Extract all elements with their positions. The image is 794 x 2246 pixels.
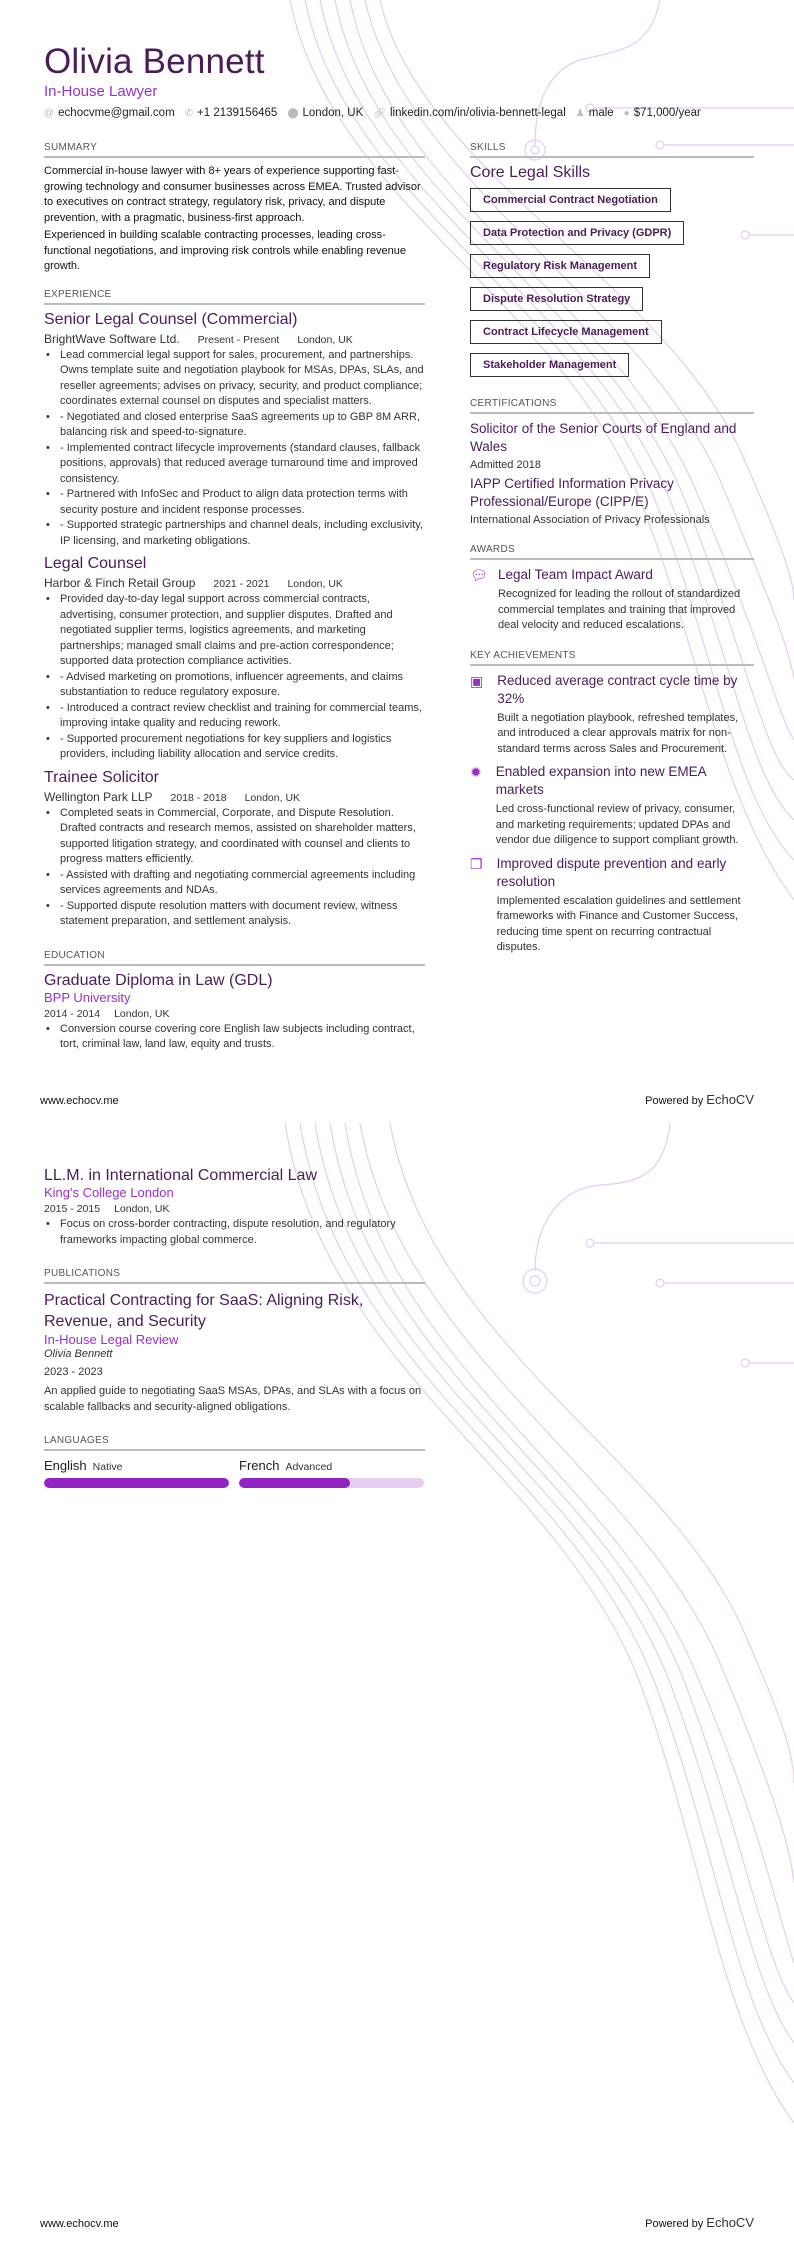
bullet: • - Negotiated and closed enterprise SaaS agreements up to GBP 8M ARR, balancing risk and speed-to-signature. <box>44 410 425 441</box>
achievement-desc: Built a negotiation playbook, refreshed templates, and introduced a clear approvals matrix for non-standard terms across Sales and Procurement. <box>497 711 739 755</box>
location: London, UK <box>244 791 301 804</box>
contact-gender: ♟ male <box>575 107 614 119</box>
section-heading-awards: AWARDS <box>470 544 754 560</box>
contact-bar <box>44 107 701 119</box>
company: Harbor & Finch Retail Group <box>44 576 196 590</box>
job-title: Senior Legal Counsel (Commercial) <box>44 310 298 328</box>
bullet: • - Introduced a contract review checklist and training for commercial teams, improving intake quality and reducing rework. <box>44 701 425 732</box>
skill-group-title: Core Legal Skills <box>470 164 591 181</box>
bullet: • - Supported dispute resolution matters with document review, witness statement preparation, and settlement analysis. <box>44 899 425 930</box>
dates: Present - Present <box>197 333 280 346</box>
award-title: Legal Team Impact Award <box>498 567 653 582</box>
section-heading-summary: SUMMARY <box>44 142 425 158</box>
dates: 2021 - 2021 <box>213 578 270 590</box>
location-icon: ⬤ <box>287 108 299 119</box>
contact-phone[interactable]: ✆ +1 2139156465 <box>184 107 278 119</box>
candidate-name: Olivia Bennett <box>44 42 265 81</box>
language-item <box>239 1457 424 1488</box>
dates: 2023 - 2023 <box>44 1365 103 1378</box>
section-heading-languages: LANGUAGES <box>44 1435 425 1451</box>
achievement-title: Enabled expansion into new EMEA markets <box>495 764 706 797</box>
job-entry <box>44 311 425 550</box>
certification-sub: International Association of Privacy Professionals <box>470 514 710 526</box>
award-item <box>470 566 754 634</box>
dates: 2018 - 2018 <box>170 791 227 804</box>
publication-item <box>44 1290 425 1415</box>
bullet: • - Supported procurement negotiations for key suppliers and logistics providers, including liability allocation and service credits. <box>44 732 425 763</box>
bullet: • - Assisted with drafting and negotiating commercial agreements including services agreements and NDAs. <box>44 868 425 899</box>
achievement-title: Reduced average contract cycle time by 32% <box>497 672 738 706</box>
certification-title: Solicitor of the Senior Courts of England and Wales <box>470 421 737 454</box>
bullet: • - Implemented contract lifecycle improvements (standard clauses, fallback positions, approvals) that reduced average turnaround time and improved consistency. <box>44 441 425 488</box>
documents-icon: ❐ <box>470 855 483 872</box>
section-heading-skills: SKILLS <box>470 142 754 158</box>
author: Olivia Bennett <box>44 1348 113 1360</box>
left-column <box>44 128 425 1053</box>
section-heading-publications: PUBLICATIONS <box>44 1268 425 1284</box>
footer-site-link[interactable]: www.echocv.me <box>40 2218 119 2230</box>
dates: 2014 - 2014 <box>44 1007 101 1020</box>
bullet: • - Advised marketing on promotions, influencer agreements, and claims substantiation to reduce regulatory exposure. <box>44 670 425 701</box>
right-column <box>470 128 754 962</box>
achievement-item <box>470 672 754 758</box>
location: London, UK <box>287 578 343 590</box>
bullet: • - Partnered with InfoSec and Product to align data protection terms with security posture and incident response processes. <box>44 487 425 518</box>
at-icon: @ <box>44 108 55 119</box>
skill-list <box>470 188 754 386</box>
proficiency-fill <box>44 1478 229 1488</box>
skill-chip: Dispute Resolution Strategy <box>470 287 643 311</box>
resume-page-2 <box>0 1123 794 2246</box>
brand-name: EchoCV <box>706 1092 754 1107</box>
job-entry <box>44 555 425 763</box>
publisher: In-House Legal Review <box>44 1332 179 1347</box>
language-name: English <box>44 1458 87 1473</box>
bullet: • Lead commercial legal support for sales, procurement, and partnerships. Owns template suite and negotiation playbook for MSAs, DPAs, SLAs, and reseller agreements; advises on privacy, security, and product compliance; coordinates external counsel on disputes and specialist matters. <box>44 348 425 410</box>
link-icon: 🔗︎ <box>373 108 386 119</box>
location: London, UK <box>297 333 353 346</box>
proficiency-bar <box>44 1478 229 1488</box>
language-level: Native <box>92 1461 123 1473</box>
language-name: French <box>239 1458 280 1473</box>
experience-list <box>44 311 425 930</box>
language-item <box>44 1457 229 1488</box>
achievement-item <box>470 855 754 956</box>
contact-salary: ● $71,000/year <box>623 107 701 119</box>
bullet: • Focus on cross-border contracting, dispute resolution, and regulatory frameworks impacting global commerce. <box>44 1217 425 1248</box>
skill-chip: Contract Lifecycle Management <box>470 320 662 344</box>
school: BPP University <box>44 989 131 1005</box>
language-list <box>44 1457 425 1488</box>
bullet: • Completed seats in Commercial, Corporate, and Dispute Resolution. Drafted contracts and research memos, assisted on shareholder matters, supported litigation strategy, and coordinated with counsel and clients to progress matters efficiently. <box>44 806 425 868</box>
contact-location: ⬤ London, UK <box>287 107 364 119</box>
footer-powered-by[interactable]: Powered by EchoCV <box>645 1092 754 1107</box>
achievement-desc: Implemented escalation guidelines and settlement frameworks with Finance and Customer Success, reducing time spent on recurring contractual disputes. <box>496 894 741 953</box>
section-heading-achievements: KEY ACHIEVEMENTS <box>470 650 754 666</box>
skill-chip: Regulatory Risk Management <box>470 254 650 278</box>
location: London, UK <box>114 1203 170 1215</box>
summary-paragraph: Commercial in-house lawyer with 8+ years of experience supporting fast-growing technology and consumer businesses across EMEA. Trusted advisor to executives on contract strategy, regulatory risk, privacy, and dispute prevention, with a pragmatic, business-first approach. <box>44 165 421 224</box>
dates: 2015 - 2015 <box>44 1203 101 1215</box>
contact-email[interactable]: @ echocvme@gmail.com <box>44 107 175 119</box>
company: Wellington Park LLP <box>44 789 153 804</box>
job-title: Legal Counsel <box>44 555 147 572</box>
footer-site-link[interactable]: www.echocv.me <box>40 1095 119 1107</box>
summary-paragraph: Experienced in building scalable contracting processes, leading cross-functional negotiations, and improving risk controls while enabling revenue growth. <box>44 229 406 272</box>
bookmark-icon: ▣ <box>470 672 484 689</box>
publication-desc: An applied guide to negotiating SaaS MSAs, DPAs, and SLAs with a focus on scalable fallbacks and security-aligned obligations. <box>44 1385 422 1413</box>
job-entry <box>44 769 425 930</box>
left-column <box>44 1163 425 1488</box>
proficiency-bar <box>239 1478 424 1488</box>
language-level: Advanced <box>285 1461 333 1473</box>
achievement-title: Improved dispute prevention and early resolution <box>496 855 727 889</box>
location: London, UK <box>114 1007 170 1020</box>
skill-chip: Stakeholder Management <box>470 353 629 377</box>
school: King's College London <box>44 1185 174 1200</box>
phone-icon: ✆ <box>184 108 194 119</box>
degree: Graduate Diploma in Law (GDL) <box>44 971 273 989</box>
bullet: • Provided day-to-day legal support across commercial contracts, advertising, consumer protection, and supplier disputes. Drafted and negotiated supplier terms, logistics agreements, and marketing partnerships; managed small claims and pre-action correspondence; supported data protection compliance activities. <box>44 592 425 670</box>
section-heading-education: EDUCATION <box>44 950 425 966</box>
education-item <box>44 1167 425 1248</box>
person-icon: ♟ <box>575 108 585 119</box>
bullet: • Conversion course covering core English law subjects including contract, tort, criminal law, land law, equity and trusts. <box>44 1022 425 1053</box>
company: BrightWave Software Ltd. <box>44 331 180 346</box>
contact-linkedin[interactable]: 🔗︎ linkedin.com/in/olivia-bennett-legal <box>373 107 566 119</box>
proficiency-fill <box>239 1478 350 1488</box>
brand-name: EchoCV <box>706 2215 754 2230</box>
skill-chip: Data Protection and Privacy (GDPR) <box>470 221 684 245</box>
skill-chip: Commercial Contract Negotiation <box>470 188 671 212</box>
achievement-item <box>470 763 754 849</box>
gear-icon: ✹ <box>470 764 482 780</box>
degree: LL.M. in International Commercial Law <box>44 1167 318 1184</box>
chat-bubbles-icon: 💬︎ <box>470 567 488 583</box>
certification-sub: Admitted 2018 <box>470 459 541 471</box>
bullet: • - Supported strategic partnerships and channel deals, including exclusivity, IP licensing, and marketing obligations. <box>44 518 425 549</box>
education-item <box>44 972 425 1053</box>
section-heading-certifications: CERTIFICATIONS <box>470 398 754 414</box>
publication-title: Practical Contracting for SaaS: Aligning Risk, Revenue, and Security <box>44 1292 364 1330</box>
candidate-title: In-House Lawyer <box>44 83 158 100</box>
certification-title: IAPP Certified Information Privacy Professional/Europe (CIPP/E) <box>470 476 674 509</box>
job-title: Trainee Solicitor <box>44 768 160 786</box>
money-icon: ● <box>623 108 630 119</box>
footer-powered-by[interactable]: Powered by EchoCV <box>645 2215 754 2230</box>
achievement-desc: Led cross-functional review of privacy, consumer, and marketing requirements; updated DPAs and vendor due diligence to support compliant growth. <box>495 803 739 846</box>
section-heading-experience: EXPERIENCE <box>44 289 425 305</box>
award-desc: Recognized for leading the rollout of standardized commercial templates and training that improved deal velocity and reduced escalations. <box>498 588 741 631</box>
